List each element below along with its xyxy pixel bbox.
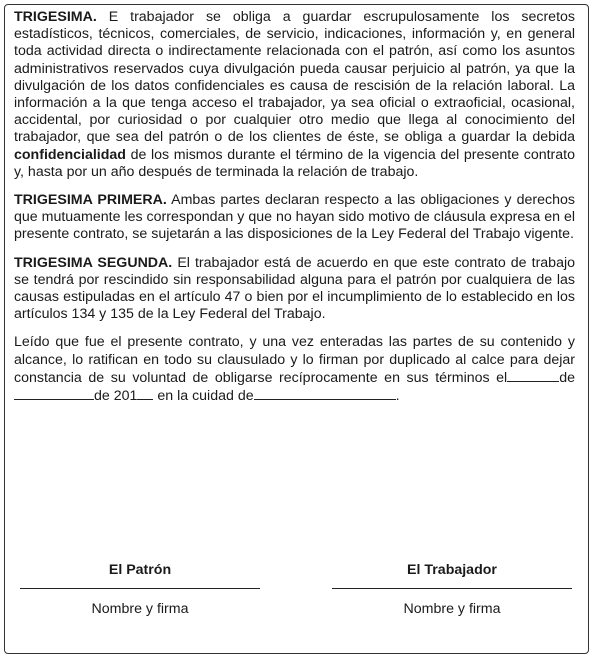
employer-signature-line: [20, 588, 260, 589]
clause-heading: TRIGESIMA.: [14, 9, 97, 25]
closing-end: .: [395, 388, 400, 405]
clause-text: Ambas partes declaran respecto a las obligaciones y derechos que mutuamente les correspondan y que no hayan sido motivo de cláusula expresa en el presente contrato, se sujetarán a las disposiciones de la Ley Federal del Trabajo vigente.: [14, 192, 575, 243]
clause-text: El trabajador está de acuerdo en que este contrato de trabajo se tendrá por rescindido sin responsabilidad alguna para el patrón por cualquiera de las causas estipuladas en el artículo 47 o bien por el incumplimiento de lo establecido en los artículos 134 y 135 de la Ley Federal del Trabajo.: [14, 254, 576, 323]
clause-text-end: de los mismos durante el término de la vigencia del presente contrato y, hasta por un año después de terminada la relación de trabajo.: [14, 146, 575, 180]
year-blank: [137, 387, 153, 400]
clause-trigesima-primera: [14, 192, 575, 244]
worker-signature-line: [332, 588, 572, 589]
closing-city-label: en la cuidad de: [157, 388, 254, 405]
clause-heading: TRIGESIMA SEGUNDA.: [14, 254, 173, 271]
worker-signature-block: [332, 562, 572, 617]
clause-trigesima: [14, 9, 575, 181]
city-blank: [254, 387, 396, 400]
worker-caption: Nombre y firma: [403, 601, 501, 617]
contract-body: [14, 9, 575, 416]
clause-emphasis: confidencialidad: [14, 146, 126, 163]
employer-title: El Patrón: [108, 562, 172, 578]
day-blank: [507, 369, 559, 382]
clause-heading: TRIGESIMA PRIMERA.: [14, 192, 167, 209]
closing-de-2: de 201: [94, 388, 138, 405]
clause-trigesima-segunda: [14, 255, 575, 324]
clause-text: E trabajador se obliga a guardar escrupulosamente los secretos estadísticos, técnicos, comerciales, de servicio, indicaciones, información y, en general toda actividad directa o indirectamente relacionada con el patrón, así como los asuntos administrativos reservados cuya divulgación pueda causar perjuicio al patrón, ya que la divulgación de los datos confidenciales es causa de rescisión de la relación laboral. La información a la que tenga acceso el trabajador, ya sea oficial o extraoficial, ocasional, accidental, por curiosidad o por cualquier otro medio que llega al conocimiento del trabajador, que sea del patrón o de los clientes de éste, se obliga a guardar la debida: [14, 9, 575, 146]
closing-text: Leído que fue el presente contrato, y una vez enteradas las partes de su contenido y alcance, lo ratifican en todo su clausulado y lo firman por duplicado al calce para dejar constancia de su voluntad de obligarse recíprocamente en sus términos el: [14, 334, 575, 386]
employer-caption: Nombre y firma: [91, 601, 189, 617]
employer-signature-block: [20, 562, 260, 617]
closing-paragraph: [14, 334, 575, 405]
worker-title: El Trabajador: [407, 562, 497, 578]
month-blank: [14, 387, 94, 400]
closing-de-1: de: [559, 369, 575, 386]
